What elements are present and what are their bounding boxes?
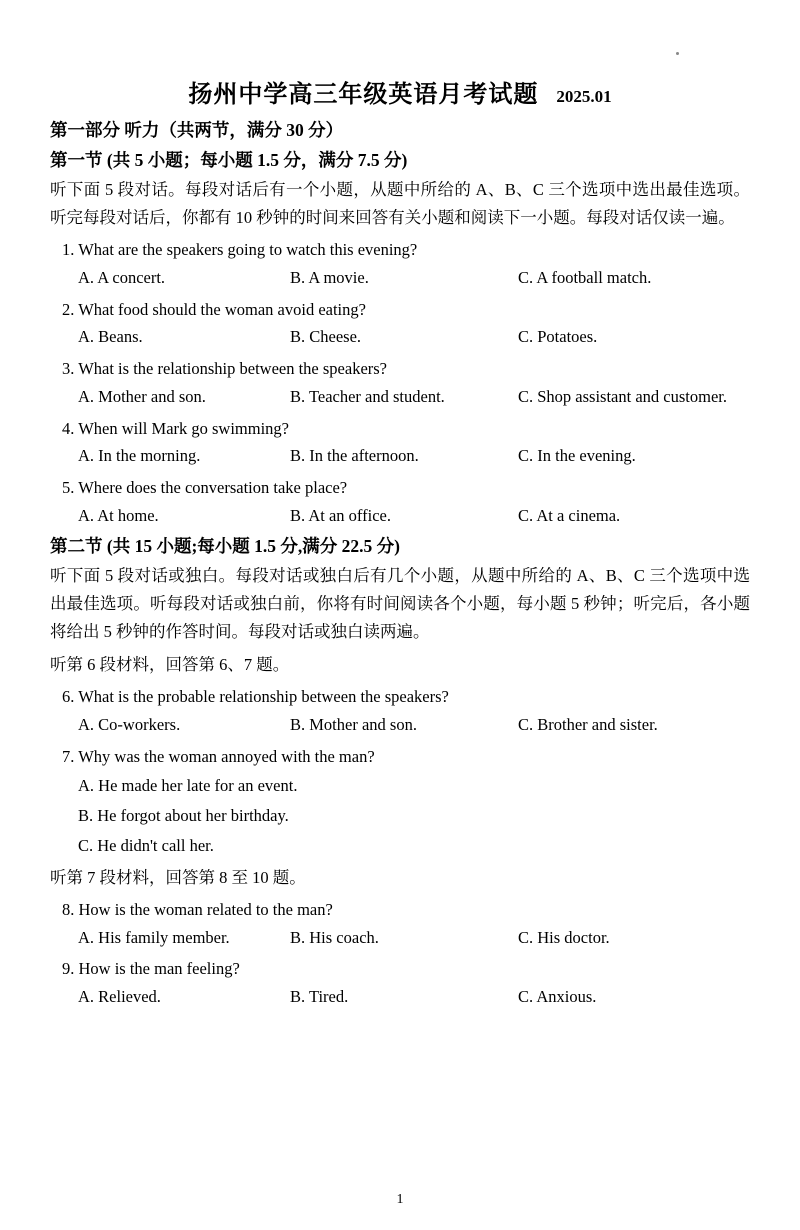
question-options-6 xyxy=(50,712,750,739)
option-c: C. Potatoes. xyxy=(518,327,598,347)
question-options-2 xyxy=(50,324,750,351)
option-c: C. Anxious. xyxy=(518,987,597,1007)
question-stem-7: 7. Why was the woman annoyed with the man? xyxy=(62,746,375,766)
option-b: B. At an office. xyxy=(290,505,391,525)
question-stem-6: 6. What is the probable relationship between the speakers? xyxy=(62,687,449,707)
option-a: A. Relieved. xyxy=(78,987,161,1007)
question-options-7 xyxy=(50,773,750,859)
option-a: A. A concert. xyxy=(78,267,166,287)
option-c: C. In the evening. xyxy=(518,446,636,466)
question-options-9 xyxy=(50,984,750,1011)
page-number: 1 xyxy=(396,1192,404,1207)
question-options-4 xyxy=(50,443,750,470)
option-b: B. His coach. xyxy=(290,927,379,947)
question-options-1 xyxy=(50,265,750,292)
question-options-8 xyxy=(50,925,750,952)
question-stem-2: 2. What food should the woman avoid eating? xyxy=(62,299,366,319)
option-a: A. Co-workers. xyxy=(78,714,181,734)
option-a: A. At home. xyxy=(78,505,159,525)
option-c: C. His doctor. xyxy=(518,927,610,947)
option-c: C. He didn't call her. xyxy=(78,835,214,855)
question-options-5 xyxy=(50,503,750,530)
page-title-date: 2025.01 xyxy=(556,87,612,106)
page-title xyxy=(50,74,750,109)
option-b: B. He forgot about her birthday. xyxy=(78,806,289,826)
option-b: B. Tired. xyxy=(290,987,349,1007)
section-one-heading: 第一节 (共 5 小题；每小题 1.5 分，满分 7.5 分) xyxy=(50,150,408,171)
option-b: B. Mother and son. xyxy=(290,714,417,734)
option-a: A. In the morning. xyxy=(78,446,201,466)
option-a: A. He made her late for an event. xyxy=(78,776,298,796)
option-b: B. Teacher and student. xyxy=(290,386,445,406)
question-stem-8: 8. How is the woman related to the man? xyxy=(62,899,333,919)
option-c: C. Brother and sister. xyxy=(518,714,658,734)
question-stem-1: 1. What are the speakers going to watch this evening? xyxy=(62,240,418,260)
option-a: A. His family member. xyxy=(78,927,230,947)
option-c: C. A football match. xyxy=(518,267,652,287)
option-b: B. In the afternoon. xyxy=(290,446,419,466)
section-one-instruction: 听下面 5 段对话。每段对话后有一个小题，从题中所给的 A、B、C 三个选项中选出最佳选项。听完每段对话后，你都有 10 秒钟的时间来回答有关小题和阅读下一小题。每段对话仅读一遍。 xyxy=(50,179,750,227)
option-c: C. At a cinema. xyxy=(518,505,621,525)
option-b: B. A movie. xyxy=(290,267,369,287)
page-dot-mark xyxy=(676,52,679,55)
section-two-instruction: 听下面 5 段对话或独白。每段对话或独白后有几个小题，从题中所给的 A、B、C 三个选项中选出最佳选项。听每段对话或独白前，你将有时间阅读各个小题，每小题 5 秒钟；听完后，各小题将给出 5 秒钟的作答时间。每段对话或独白读两遍。 xyxy=(50,565,750,642)
option-c: C. Shop assistant and customer. xyxy=(518,386,727,406)
question-stem-4: 4. When will Mark go swimming? xyxy=(62,418,290,438)
section-two-heading: 第二节 (共 15 小题;每小题 1.5 分,满分 22.5 分) xyxy=(50,536,400,557)
option-a: A. Mother and son. xyxy=(78,386,206,406)
question-stem-9: 9. How is the man feeling? xyxy=(62,959,240,979)
option-a: A. Beans. xyxy=(78,327,143,347)
option-b: B. Cheese. xyxy=(290,327,362,347)
question-options-3 xyxy=(50,384,750,411)
question-stem-3: 3. What is the relationship between the speakers? xyxy=(62,359,388,379)
material-7-note: 听第 7 段材料，回答第 8 至 10 题。 xyxy=(50,867,306,887)
material-6-note: 听第 6 段材料，回答第 6、7 题。 xyxy=(50,654,290,674)
question-stem-5: 5. Where does the conversation take place? xyxy=(62,478,348,497)
page-title-text: 扬州中学高三年级英语月考试题 xyxy=(188,82,539,108)
part-one-heading: 第一部分 听力（共两节，满分 30 分） xyxy=(50,120,344,140)
